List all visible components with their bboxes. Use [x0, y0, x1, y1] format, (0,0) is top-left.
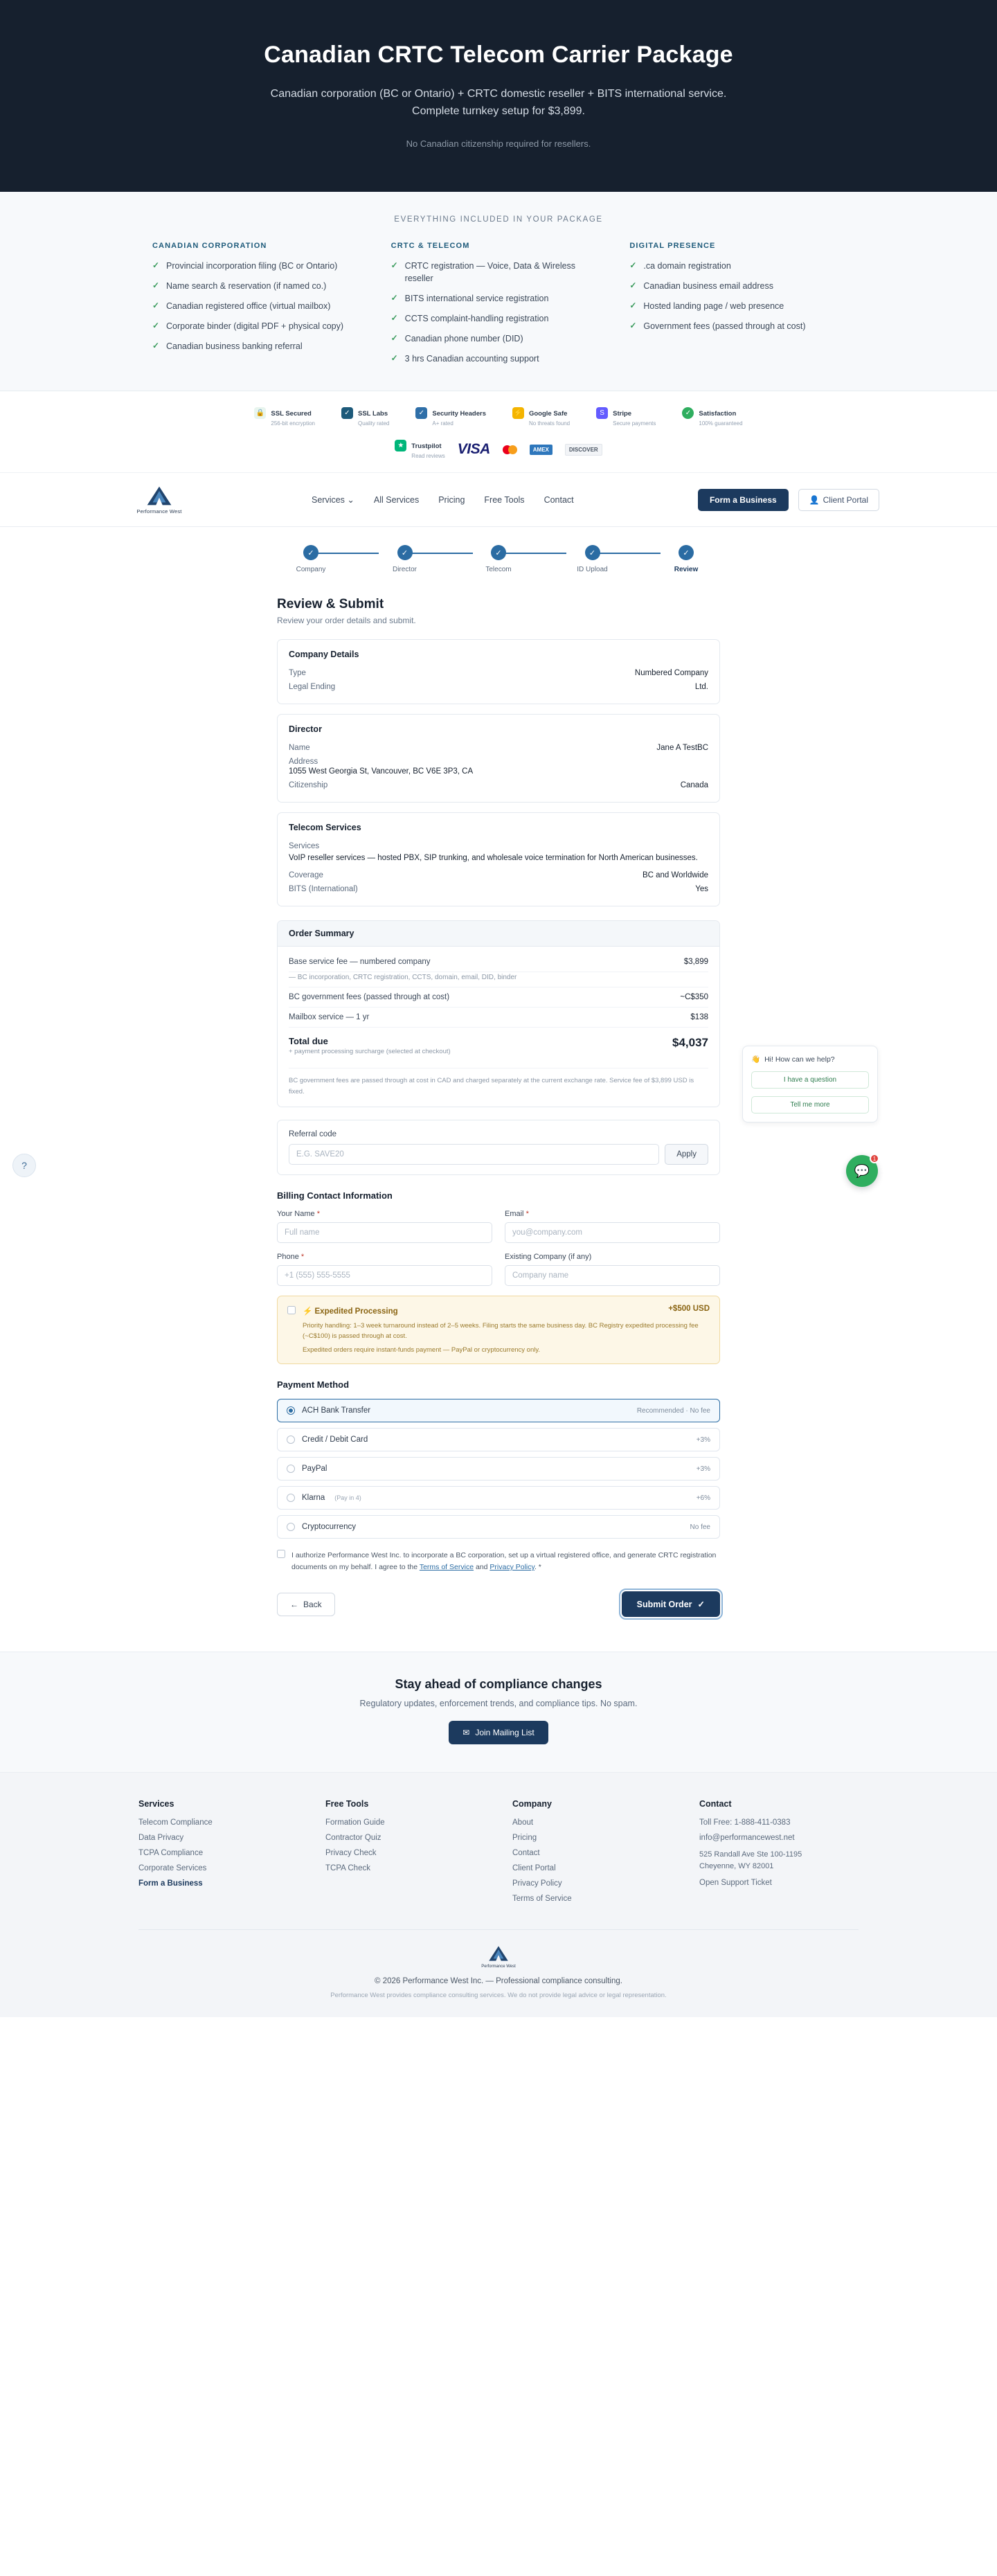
detail-value: Ltd.	[694, 683, 708, 692]
footer-heading: Company	[512, 1799, 552, 1809]
footer-column-services	[138, 1799, 298, 1910]
badge-title: SSL Labs	[358, 410, 388, 418]
feature-label: CRTC registration — Voice, Data & Wireless reseller	[404, 260, 576, 283]
footer-link[interactable]: Privacy Check	[325, 1849, 377, 1857]
client-portal-button[interactable]	[798, 489, 879, 511]
logo-mark-icon	[146, 485, 172, 506]
footer-email[interactable]: info@performancewest.net	[699, 1834, 795, 1842]
included-heading: EVERYTHING INCLUDED IN YOUR PACKAGE	[394, 215, 603, 224]
footer-address-line-1: 525 Randall Ave Ste 100-1195	[699, 1850, 802, 1859]
step-label: Company	[296, 566, 326, 574]
mastercard-logo	[503, 445, 517, 454]
badge-title: SSL Secured	[271, 410, 312, 418]
footer-link[interactable]: TCPA Compliance	[138, 1849, 204, 1857]
line-amount: $3,899	[683, 958, 708, 967]
expedite-body-2: Expedited orders require instant-funds payment — PayPal or cryptocurrency only.	[303, 1346, 541, 1354]
feature-list	[391, 260, 607, 366]
badge-title: Satisfaction	[699, 410, 737, 418]
feature-label: BITS international service registration	[404, 293, 549, 303]
billing-phone-input[interactable]	[277, 1265, 492, 1286]
feature-label: Government fees (passed through at cost)	[643, 321, 806, 332]
nav-actions	[698, 489, 879, 511]
referral-code-box	[277, 1120, 720, 1175]
list-item	[152, 320, 368, 332]
list-item	[391, 332, 607, 345]
badge-google-safe	[512, 406, 570, 427]
nav-item-pricing[interactable]: Pricing	[438, 494, 465, 505]
section-title: Review & Submit	[277, 597, 384, 612]
hero-subtitle: Canadian corporation (BC or Ontario) + CRTC domestic reseller + BITS international service. Complete turnkey setup for $3,899.	[270, 87, 727, 118]
expedite-body: Priority handling: 1–3 week turnaround instead of 2–5 weeks. Filing starts the same business day. BC Registry expedited processing fee (~C$100) is passed through at cost.	[303, 1321, 699, 1341]
radio-icon[interactable]	[287, 1465, 295, 1473]
list-item	[152, 300, 368, 312]
check-icon: ✓	[629, 300, 637, 310]
footer-bottom	[0, 1930, 997, 1999]
line-label: BC government fees (passed through at cost)	[289, 993, 450, 1002]
card-heading: Telecom Services	[289, 823, 361, 833]
badge-satisfaction	[682, 406, 742, 427]
included-column-corporation	[152, 242, 368, 373]
payment-option-ach[interactable]	[277, 1399, 720, 1422]
required-marker: *	[526, 1209, 529, 1218]
detail-value: Jane A TestBC	[656, 744, 708, 753]
billing-name-input[interactable]	[277, 1222, 492, 1243]
check-icon: ✓	[152, 300, 160, 310]
radio-icon[interactable]	[287, 1523, 295, 1531]
included-column-telecom	[391, 242, 607, 373]
trust-badges-section	[0, 391, 997, 473]
list-item	[629, 320, 845, 332]
field-label: Email *	[505, 1209, 529, 1218]
badge-title: Google Safe	[528, 410, 568, 418]
detail-value: Numbered Company	[634, 669, 708, 678]
field-email	[505, 1210, 720, 1243]
check-icon: ✓	[390, 292, 398, 303]
wave-icon: 👋	[751, 1055, 761, 1064]
list-item	[391, 312, 607, 325]
order-line-sub: — BC incorporation, CRTC registration, CCTS, domain, email, DID, binder	[289, 972, 708, 987]
help-button[interactable]	[12, 1154, 36, 1177]
user-icon: 👤	[809, 494, 820, 505]
footer-copyright: © 2026 Performance West Inc. — Professional compliance consulting.	[375, 1977, 622, 1985]
detail-value: VoIP reseller services — hosted PBX, SIP trunking, and wholesale voice termination for North American businesses.	[289, 854, 698, 863]
step-review[interactable]	[652, 545, 720, 573]
badge-stripe	[596, 406, 656, 427]
list-item	[629, 260, 845, 272]
form-actions	[277, 1591, 720, 1624]
check-icon: ✓	[629, 260, 637, 270]
footer-link[interactable]: Client Portal	[512, 1864, 556, 1872]
stripe-icon: S	[596, 407, 608, 419]
footer-link[interactable]: Formation Guide	[325, 1818, 385, 1827]
field-phone	[277, 1253, 492, 1286]
feature-label: Corporate binder (digital PDF + physical copy)	[166, 321, 344, 332]
page-title: Canadian CRTC Telecom Carrier Package	[264, 42, 733, 68]
list-item	[152, 280, 368, 292]
join-mailing-list-button[interactable]	[449, 1721, 548, 1744]
footer-heading: Contact	[699, 1799, 732, 1809]
badge-title: Security Headers	[432, 410, 486, 418]
footer-column-free-tools	[325, 1799, 485, 1910]
footer-link[interactable]: Telecom Compliance	[138, 1818, 213, 1827]
step-check-icon: ✓	[679, 545, 694, 560]
order-summary-card	[277, 920, 720, 1107]
hero-note: No Canadian citizenship required for resellers.	[406, 138, 591, 149]
column-heading: CANADIAN CORPORATION	[152, 241, 267, 250]
line-label: Mailbox service — 1 yr	[289, 1013, 370, 1022]
visa-logo: VISA	[457, 441, 490, 458]
card-heading: Company Details	[289, 650, 359, 660]
step-check-icon: ✓	[491, 545, 506, 560]
payment-option-note: +6%	[696, 1494, 710, 1502]
check-icon: ✓	[390, 333, 398, 343]
payment-option-label: PayPal	[302, 1465, 327, 1474]
footer-support-link[interactable]: Open Support Ticket	[699, 1879, 772, 1887]
check-icon: ✓	[629, 321, 637, 331]
chat-greeting	[751, 1055, 869, 1064]
detail-row	[289, 680, 708, 694]
feature-label: Canadian business email address	[643, 280, 773, 291]
check-icon: ✓	[390, 353, 398, 364]
step-label: Director	[392, 566, 417, 574]
section-subtitle: Review your order details and submit.	[277, 616, 416, 626]
authorization-row[interactable]	[277, 1550, 720, 1573]
authorization-text-part-2: . *	[534, 1563, 541, 1572]
payment-option-note: Recommended · No fee	[636, 1406, 710, 1415]
footer-link[interactable]: Data Privacy	[138, 1834, 184, 1842]
check-icon: ✓	[629, 280, 637, 290]
field-label: Existing Company (if any)	[505, 1252, 592, 1261]
join-mailing-list-label: Join Mailing List	[475, 1728, 535, 1737]
detail-label: Address	[289, 758, 318, 767]
feature-label: Canadian phone number (DID)	[404, 334, 523, 344]
step-check-icon: ✓	[397, 545, 413, 560]
billing-company-input[interactable]	[505, 1265, 720, 1286]
list-item	[629, 280, 845, 292]
list-item	[152, 260, 368, 272]
nav-item-contact[interactable]: Contact	[544, 494, 574, 505]
mailing-title: Stay ahead of compliance changes	[395, 1677, 602, 1691]
brand-logo[interactable]	[118, 485, 201, 515]
badge-ssl-labs	[341, 406, 389, 427]
main-navbar	[0, 473, 997, 527]
check-icon: ✓	[697, 1600, 705, 1609]
list-item	[391, 292, 607, 305]
payment-option-note: No fee	[690, 1523, 710, 1531]
step-check-icon: ✓	[585, 545, 600, 560]
privacy-policy-link[interactable]: Privacy Policy	[489, 1563, 535, 1572]
footer-link-form-a-business[interactable]: Form a Business	[138, 1879, 203, 1888]
step-label: Telecom	[485, 566, 512, 574]
order-line-item	[289, 952, 708, 972]
badge-sub: No threats found	[528, 420, 571, 427]
detail-value: 1055 West Georgia St, Vancouver, BC V6E 3P3, CA	[289, 767, 474, 776]
footer-link[interactable]: Corporate Services	[138, 1864, 207, 1872]
form-a-business-button[interactable]: Form a Business	[698, 489, 789, 511]
step-director[interactable]	[371, 545, 439, 573]
detail-row	[289, 741, 708, 755]
trustpilot-badge	[395, 439, 444, 460]
column-heading: DIGITAL PRESENCE	[629, 241, 716, 250]
authorization-text-part-1: I authorize Performance West Inc. to incorporate a BC corporation, set up a virtual registered office, and generate CRTC registration documents on my behalf. I agree to the	[291, 1551, 717, 1572]
line-label: Base service fee — numbered company	[289, 958, 431, 967]
check-icon: ✓	[390, 260, 398, 270]
included-columns	[152, 242, 845, 373]
authorization-conjunction: and	[474, 1563, 490, 1572]
footer-link[interactable]: About	[512, 1818, 534, 1827]
step-label: ID Upload	[577, 566, 608, 574]
total-label: Total due	[289, 1036, 328, 1047]
footer-logo-text: Performance West	[481, 1965, 516, 1969]
detail-row	[289, 778, 708, 792]
badge-title: Trustpilot	[411, 442, 442, 450]
star-icon: ★	[395, 440, 406, 451]
badge-sub: Read reviews	[411, 452, 445, 459]
billing-email-input[interactable]	[505, 1222, 720, 1243]
back-button[interactable]	[277, 1593, 335, 1616]
payment-option-klarna[interactable]	[277, 1486, 720, 1510]
footer-link[interactable]: Contractor Quiz	[325, 1834, 381, 1842]
nav-item-free-tools[interactable]: Free Tools	[484, 494, 525, 505]
feature-label: Name search & reservation (if named co.)	[166, 280, 327, 291]
authorization-text	[291, 1550, 720, 1573]
chat-quick-reply-more[interactable]: Tell me more	[751, 1096, 869, 1113]
footer-column-contact	[699, 1799, 859, 1910]
footer-link[interactable]: Privacy Policy	[512, 1879, 562, 1888]
field-your-name	[277, 1210, 492, 1243]
check-icon: ✓	[390, 313, 398, 323]
detail-value: BC and Worldwide	[642, 871, 708, 880]
feature-label: Canadian business banking referral	[166, 341, 303, 352]
order-summary-heading: Order Summary	[278, 921, 719, 947]
feature-label: Hosted landing page / web presence	[643, 301, 784, 311]
field-label: Phone *	[277, 1252, 305, 1261]
envelope-icon: ✉	[462, 1728, 470, 1737]
order-total-row	[289, 1028, 708, 1061]
footer-logo-mark-icon	[488, 1945, 509, 1962]
payment-option-label: Cryptocurrency	[302, 1523, 356, 1532]
badge-sub: 100% guaranteed	[699, 420, 743, 427]
order-line-item	[289, 987, 708, 1008]
feature-label: 3 hrs Canadian accounting support	[404, 354, 539, 364]
detail-label: Services	[289, 842, 320, 851]
feature-label: Canadian registered office (virtual mailbox)	[166, 301, 331, 311]
chat-unread-badge: 1	[870, 1154, 879, 1163]
badge-ssl-secured	[254, 406, 315, 427]
footer-link[interactable]: TCPA Check	[325, 1864, 370, 1872]
feature-label: Provincial incorporation filing (BC or Ontario)	[166, 260, 338, 271]
payment-option-sub: (Pay in 4)	[334, 1494, 361, 1502]
detail-row	[289, 882, 708, 896]
detail-label: Legal Ending	[289, 683, 336, 692]
chat-widget-card	[742, 1046, 878, 1122]
check-icon: ✓	[152, 321, 160, 331]
company-details-card	[277, 639, 720, 704]
detail-label: BITS (International)	[289, 885, 358, 894]
detail-row	[289, 868, 708, 882]
billing-heading: Billing Contact Information	[277, 1190, 393, 1201]
site-footer	[0, 1773, 997, 2017]
authorization-checkbox[interactable]	[277, 1550, 285, 1558]
radio-icon[interactable]	[287, 1494, 295, 1502]
radio-icon[interactable]	[287, 1406, 295, 1415]
detail-row	[289, 666, 708, 680]
required-marker: *	[316, 1209, 320, 1218]
detail-label: Coverage	[289, 871, 323, 880]
logo-text: Performance West	[136, 508, 182, 515]
list-item	[629, 300, 845, 312]
feature-list	[629, 260, 845, 333]
payment-option-note: +3%	[696, 1435, 710, 1444]
client-portal-label: Client Portal	[823, 494, 868, 505]
included-section	[0, 192, 997, 392]
director-card	[277, 714, 720, 803]
apply-referral-button[interactable]: Apply	[665, 1144, 708, 1165]
nav-label: Services	[312, 495, 345, 506]
submit-order-button[interactable]	[622, 1591, 720, 1617]
badge-sub: A+ rated	[432, 420, 453, 427]
detail-value: Yes	[695, 885, 708, 894]
radio-icon[interactable]	[287, 1435, 295, 1444]
check-icon: ✓	[152, 341, 160, 351]
nav-links	[312, 494, 574, 505]
step-company[interactable]	[277, 545, 345, 573]
line-amount: ~C$350	[680, 993, 708, 1002]
line-amount: $138	[690, 1013, 708, 1022]
total-amount: $4,037	[672, 1036, 708, 1050]
footer-link[interactable]: Contact	[512, 1849, 540, 1857]
chat-quick-reply-question[interactable]: I have a question	[751, 1071, 869, 1089]
expedited-processing-box[interactable]	[277, 1296, 720, 1365]
shield-icon: ✓	[415, 407, 427, 419]
check-icon: ✓	[152, 260, 160, 270]
mailing-subtitle: Regulatory updates, enforcement trends, and compliance tips. No spam.	[359, 1699, 638, 1708]
badge-sub: Quality rated	[358, 420, 390, 427]
badge-sub: Secure payments	[613, 420, 656, 427]
telecom-services-card	[277, 812, 720, 906]
footer-address-line-2: Cheyenne, WY 82001	[699, 1861, 774, 1870]
badge-sub: 256-bit encryption	[271, 420, 315, 427]
lock-icon: 🔒	[254, 407, 266, 419]
payment-method-heading: Payment Method	[277, 1379, 350, 1390]
step-id-upload[interactable]	[559, 545, 627, 573]
satisfaction-icon: ✓	[682, 407, 694, 419]
detail-label: Type	[289, 669, 306, 678]
payment-option-label: ACH Bank Transfer	[302, 1406, 371, 1415]
footer-heading: Free Tools	[325, 1799, 369, 1809]
card-heading: Director	[289, 724, 322, 735]
feature-label: .ca domain registration	[643, 260, 731, 271]
order-summary-footnote: BC government fees are passed through at cost in CAD and charged separately at the current exchange rate. Service fee of $3,899 USD is fixed.	[289, 1068, 708, 1096]
payment-option-paypal[interactable]	[277, 1457, 720, 1481]
footer-heading: Services	[138, 1799, 174, 1809]
total-note: + payment processing surcharge (selected at checkout)	[289, 1048, 451, 1056]
expedite-price: +$500 USD	[668, 1304, 710, 1313]
badge-title: Stripe	[613, 410, 632, 418]
payment-option-crypto[interactable]	[277, 1515, 720, 1539]
list-item	[391, 352, 607, 365]
order-line-item	[289, 1008, 708, 1028]
chat-greeting-text: Hi! How can we help?	[764, 1055, 835, 1064]
terms-of-service-link[interactable]: Terms of Service	[419, 1563, 474, 1572]
list-item	[391, 260, 607, 285]
chat-bubble-icon: 💬	[854, 1163, 870, 1178]
step-telecom[interactable]	[465, 545, 532, 573]
detail-label: Citizenship	[289, 781, 328, 790]
nav-item-services[interactable]	[312, 494, 354, 505]
column-heading: CRTC & TELECOM	[390, 241, 470, 250]
billing-row-2	[277, 1253, 720, 1286]
check-icon: ✓	[152, 280, 160, 290]
shield-check-icon: ✓	[341, 407, 353, 419]
field-label: Your Name *	[277, 1209, 320, 1218]
footer-toll-free[interactable]: Toll Free: 1-888-411-0383	[699, 1818, 791, 1827]
submit-label: Submit Order	[636, 1599, 692, 1609]
payment-option-note: +3%	[696, 1465, 710, 1473]
payment-option-label: Credit / Debit Card	[302, 1435, 368, 1444]
footer-disclaimer: Performance West provides compliance consulting services. We do not provide legal advice or legal representation.	[330, 1992, 667, 1999]
detail-label: Name	[289, 744, 310, 753]
payment-option-card[interactable]	[277, 1428, 720, 1451]
back-label: Back	[303, 1599, 322, 1609]
step-check-icon: ✓	[303, 545, 318, 560]
trust-badge-row	[0, 406, 997, 427]
badge-security-headers	[415, 406, 486, 427]
discover-logo: DISCOVER	[565, 444, 602, 456]
step-label: Review	[674, 566, 699, 574]
question-mark-icon: ?	[21, 1160, 27, 1171]
hero-section	[0, 0, 997, 192]
google-safe-icon: ⚡	[512, 407, 524, 419]
field-existing-company	[505, 1253, 720, 1286]
payment-logos-row	[0, 439, 997, 460]
payment-option-label: Klarna	[302, 1494, 325, 1503]
arrow-left-icon: ←	[290, 1599, 298, 1609]
progress-stepper	[277, 527, 720, 579]
footer-link[interactable]: Terms of Service	[512, 1895, 572, 1903]
feature-label: CCTS complaint-handling registration	[404, 314, 549, 324]
footer-address	[699, 1849, 859, 1872]
detail-value: Canada	[680, 781, 708, 790]
referral-label: Referral code	[289, 1129, 337, 1138]
included-column-digital	[629, 242, 845, 373]
chevron-down-icon: ⌄	[347, 495, 354, 506]
chat-launcher-button[interactable]	[846, 1155, 878, 1187]
mailing-list-section	[0, 1652, 997, 1773]
footer-link[interactable]: Pricing	[512, 1834, 537, 1842]
footer-column-company	[512, 1799, 672, 1910]
list-item	[152, 340, 368, 352]
referral-code-input[interactable]	[289, 1144, 659, 1165]
expedite-title: ⚡ Expedited Processing	[303, 1307, 398, 1316]
amex-logo: AMEX	[530, 445, 553, 455]
expedite-checkbox[interactable]	[287, 1306, 296, 1314]
required-marker: *	[300, 1252, 305, 1261]
billing-row-1	[277, 1210, 720, 1243]
nav-item-all-services[interactable]: All Services	[373, 494, 420, 505]
feature-list	[152, 260, 368, 353]
